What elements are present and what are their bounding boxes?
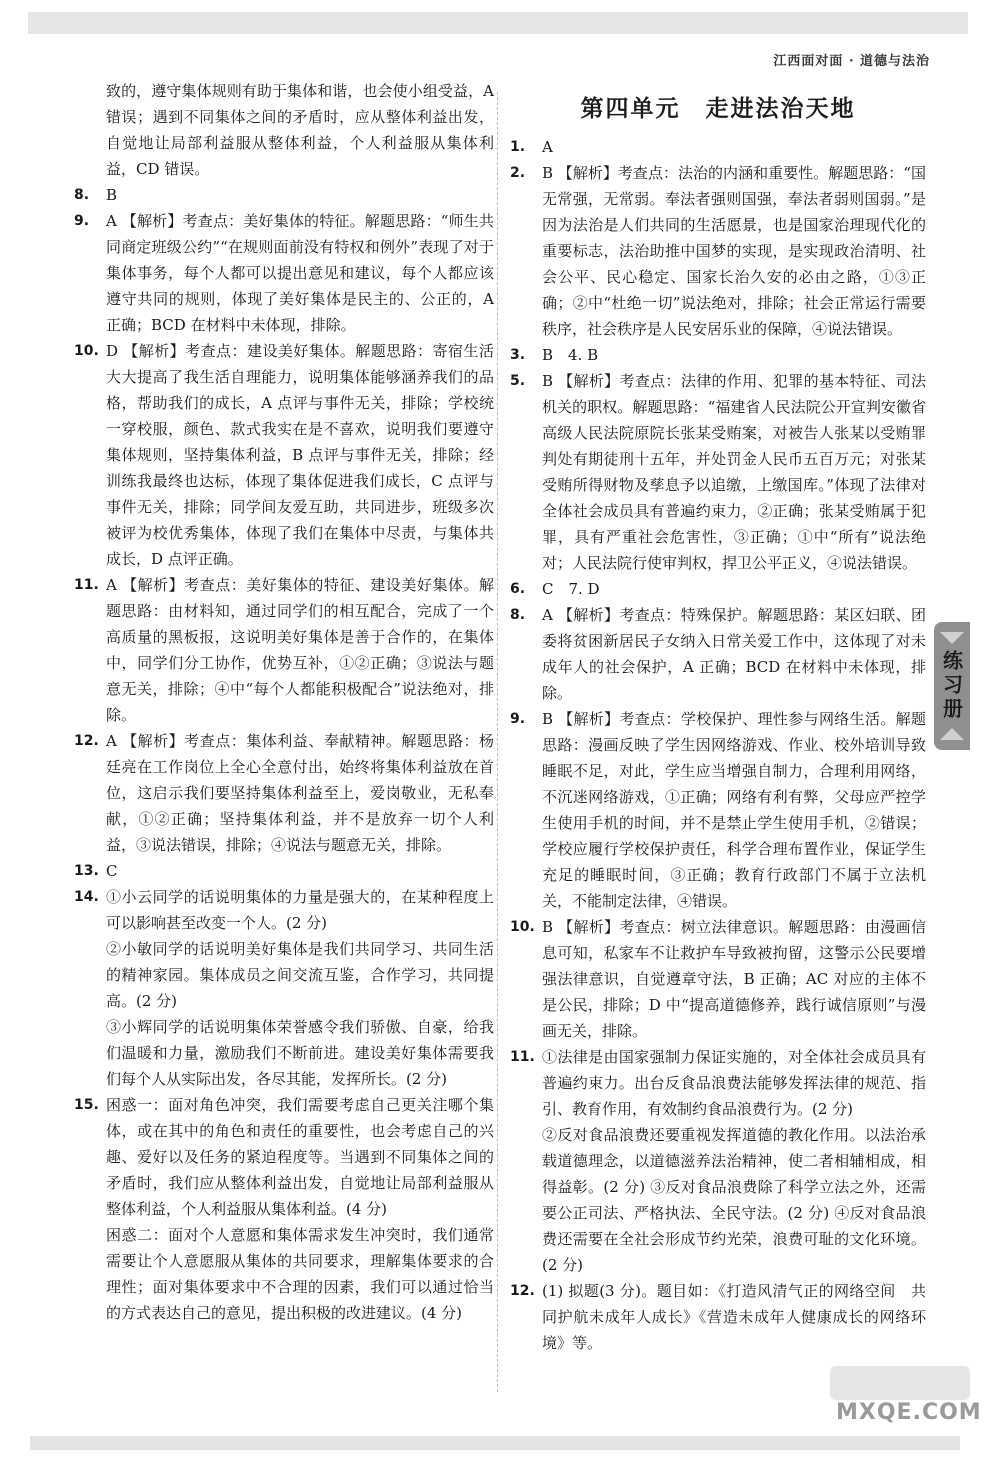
answer-text: B 4. B	[542, 346, 599, 364]
answer-text: ②小敏同学的话说明美好集体是我们共同学习、共同生活的精神家园。集体成员之间交流互鉴，合作学习，共同提高。(2 分)	[106, 940, 494, 1010]
running-header: 江西面对面 · 道德与法治	[773, 54, 930, 69]
answer-text: A 【解析】考查点：美好集体的特征。解题思路：“师生共同商定班级公约”“在规则面前没有特权和例外”表现了对于集体事务，每个人都可以提出意见和建议，每个人都应该遵守共同的规则，体现了美好集体是民主的、公正的，A 正确；BCD 在材料中未体现，排除。	[106, 212, 494, 334]
continued-answer: 致的，遵守集体规则有助于集体和谐，也会使小组受益，A 错误；遇到不同集体之间的矛盾时，应从整体利益出发，自觉地让局部利益服从整体利益，个人利益服从集体利益，CD 错误。	[106, 82, 494, 178]
answer-text: ③小辉同学的话说明集体荣誉感令我们骄傲、自豪，给我们温暖和力量，激励我们不断前进。建设美好集体需要我们每个人从实际出发，各尽其能，发挥所长。(2 分)	[106, 1018, 494, 1088]
right-column	[510, 134, 926, 1356]
answer-item	[510, 706, 926, 914]
answer-text: 困惑二：面对个人意愿和集体需求发生冲突时，我们通常需要让个人意愿服从集体的共同要求，理解集体要求的合理性；面对集体要求中不合理的因素，我们可以通过恰当的方式表达自己的意见，提出积极的改进建议。(4 分)	[106, 1226, 494, 1322]
question-number: 3.	[510, 347, 526, 363]
side-tab-practice-book[interactable]	[934, 622, 970, 750]
answer-item	[510, 342, 926, 368]
question-number: 8.	[74, 187, 90, 203]
answer-item	[74, 884, 494, 936]
question-number: 13.	[74, 863, 99, 879]
answer-text: B	[106, 186, 118, 204]
right-answer-list	[510, 134, 926, 1356]
question-number: 5.	[510, 373, 526, 389]
question-number: 9.	[510, 711, 526, 727]
answer-text: C 7. D	[542, 580, 600, 598]
question-number: 14.	[74, 889, 99, 905]
answer-item	[74, 1222, 494, 1326]
answer-text: (1) 拟题(3 分)。题目如：《打造风清气正的网络空间 共同护航未成年人成长》《营造未成年人健康成长的网络环境》等。	[542, 1282, 926, 1352]
answer-item	[74, 182, 494, 208]
answer-text: ②反对食品浪费还要重视发挥道德的教化作用。以法治承载道德理念，以道德滋养法治精神，使二者相辅相成，相得益彰。(2 分) ③反对食品浪费除了科学立法之外，还需要公正司法、严格执法、全民守法。(2 分) ④反对食品浪费还需要在全社会形成节约光荣，浪费可耻的文化环境。(2 分)	[542, 1126, 926, 1274]
left-answer-list	[74, 182, 494, 1326]
question-number: 2.	[510, 165, 526, 181]
answer-item	[510, 1044, 926, 1122]
question-number: 10.	[74, 343, 99, 359]
answer-item	[74, 858, 494, 884]
answer-item	[510, 602, 926, 706]
answer-text: ①小云同学的话说明集体的力量是强大的，在某种程度上可以影响甚至改变一个人。(2 分)	[106, 888, 494, 932]
answer-text: B 【解析】考查点：法治的内涵和重要性。解题思路：“国无常强，无常弱。奉法者强则国强，奉法者弱则国弱。”是因为法治是人们共同的生活愿景，也是国家治理现代化的重要标志，法治助推中国梦的实现，是实现政治清明、社会公平、民心稳定、国家长治久安的必由之路，①③正确；②中“杜绝一切”说法绝对，排除；社会正常运行需要秩序，社会秩序是人民安居乐业的保障，④说法错误。	[542, 164, 926, 338]
tab-arrow-icon	[940, 632, 964, 644]
answer-text: B 【解析】考查点：树立法律意识。解题思路：由漫画信息可知，私家车不让救护车导致被拘留，这警示公民要增强法律意识，自觉遵章守法，B 正确；AC 对应的主体不是公民，排除；D 中“提高道德修养，践行诚信原则”与漫画无关，排除。	[542, 918, 926, 1040]
answer-item	[74, 728, 494, 858]
question-number: 10.	[510, 919, 535, 935]
answer-item	[74, 338, 494, 572]
question-number: 1.	[510, 139, 526, 155]
answer-text: A 【解析】考查点：特殊保护。解题思路：某区妇联、团委将贫困新居民子女纳入日常关爱工作中，这体现了对未成年人的社会保护，A 正确；BCD 在材料中未体现，排除。	[542, 606, 926, 702]
question-number: 11.	[510, 1049, 535, 1065]
side-tab-label: 练习册	[939, 650, 964, 722]
watermark-text: MXQE.COM	[836, 1400, 982, 1425]
answer-text: B 【解析】考查点：学校保护、理性参与网络生活。解题思路：漫画反映了学生因网络游戏、作业、校外培训导致睡眠不足，对此，学生应当增强自制力，合理利用网络，不沉迷网络游戏，①正确；网络有利有弊，父母应严控学生使用手机的时间，并不是禁止学生使用手机，②错误；学校应履行学校保护责任，科学合理布置作业，保证学生充足的睡眠时间，③正确；教育行政部门不属于立法机关，不能制定法律，④错误。	[542, 710, 926, 910]
question-number: 15.	[74, 1097, 99, 1113]
bottom-decor-bar	[30, 1436, 960, 1450]
answer-item	[510, 1278, 926, 1356]
answer-text: A 【解析】考查点：集体利益、奉献精神。解题思路：杨廷亮在工作岗位上全心全意付出，始终将集体利益放在首位，这启示我们要坚持集体利益至上，爱岗敬业，无私奉献，①②正确；坚持集体利益，并不是放弃一切个人利益，③说法错误，排除；④说法与题意无关，排除。	[106, 732, 494, 854]
answer-text: A 【解析】考查点：美好集体的特征、建设美好集体。解题思路：由材料知，通过同学们的相互配合，完成了一个高质量的黑板报，这说明美好集体是善于合作的，在集体中，同学们分工协作，优势互补，①②正确；③说法与题意无关，排除；④中“每个人都能积极配合”说法绝对，排除。	[106, 576, 494, 724]
column-divider	[497, 92, 498, 1392]
answer-text: D 【解析】考查点：建设美好集体。解题思路：寄宿生活大大提高了我生活自理能力，说明集体能够涵养我们的品格，帮助我们的成长，A 点评与事件无关，排除；学校统一穿校服，颜色、款式我实在是不喜欢，说明我们要遵守集体规则，坚持集体利益，B 点评与事件无关，排除；经训练我最终也达标，体现了集体促进我们成长，C 点评与事件无关，排除；同学间友爱互助，共同进步，班级多次被评为校优秀集体，体现了我们在集体中尽责，与集体共成长，D 点评正确。	[106, 342, 494, 568]
question-number: 6.	[510, 581, 526, 597]
answer-item	[510, 576, 926, 602]
answer-item	[510, 368, 926, 576]
answer-item	[74, 1092, 494, 1222]
answer-item	[74, 936, 494, 1014]
question-number: 9.	[74, 213, 90, 229]
question-number: 12.	[510, 1283, 535, 1299]
answer-text: C	[106, 862, 118, 880]
left-column	[74, 78, 494, 1326]
question-number: 11.	[74, 577, 99, 593]
top-decor-bar	[28, 12, 968, 34]
answer-item	[74, 572, 494, 728]
answer-text: B 【解析】考查点：法律的作用、犯罪的基本特征、司法机关的职权。解题思路：“福建省人民法院公开宣判安徽省高级人民法院原院长张某受贿案，对被告人张某以受贿罪判处有期徒刑十五年，并处罚金人民币五百万元；对张某受贿所得财物及孳息予以追缴，上缴国库。”体现了法律对全体社会成员具有普遍约束力，②正确；张某受贿属于犯罪，具有严重社会危害性，③正确；①中“所有”说法绝对；人民法院行使审判权，捍卫公平正义，④说法错误。	[542, 372, 926, 572]
answer-item	[510, 134, 926, 160]
answer-text: 困惑一：面对角色冲突，我们需要考虑自己更关注哪个集体，或在其中的角色和责任的重要性，也会考虑自己的兴趣、爱好以及任务的紧迫程度等。当遇到不同集体之间的矛盾时，我们应从整体利益出发，自觉地让局部利益服从整体利益，个人利益服从集体利益。(4 分)	[106, 1096, 494, 1218]
unit-title: 第四单元 走进法治天地	[580, 96, 856, 122]
answer-item	[510, 1122, 926, 1278]
answer-item	[74, 208, 494, 338]
answer-item	[510, 160, 926, 342]
watermark-logo	[830, 1366, 970, 1400]
tab-arrow-icon	[940, 728, 964, 740]
answer-text: A	[542, 138, 553, 156]
question-number: 8.	[510, 607, 526, 623]
question-number: 12.	[74, 733, 99, 749]
answer-item	[74, 1014, 494, 1092]
answer-text: ①法律是由国家强制力保证实施的，对全体社会成员具有普遍约束力。出台反食品浪费法能够发挥法律的规范、指引、教育作用，有效制约食品浪费行为。(2 分)	[542, 1048, 926, 1118]
answer-item	[510, 914, 926, 1044]
